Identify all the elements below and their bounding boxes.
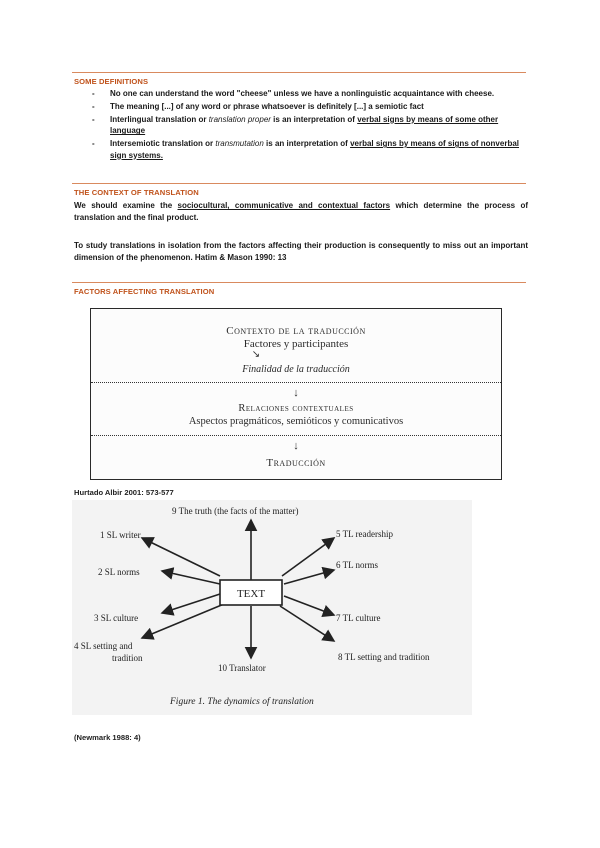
hurtado-caption: Hurtado Albir 2001: 573-577 (74, 488, 174, 497)
diagram-factors-label: Factores y participantes (243, 338, 349, 350)
list-item: - Interlingual translation or translation proper is an interpretation of verbal signs by means of some other language (92, 114, 499, 136)
node-sl-norms: 2 SL norms (98, 567, 140, 577)
diagram-purpose-label: Finalidad de la traducción (242, 364, 350, 375)
list-item: - No one can understand the word "cheese" unless we have a nonlinguistic acquaintance with cheese. (92, 89, 495, 98)
section-title-definitions: SOME DEFINITIONS (74, 77, 149, 86)
section-rule (72, 183, 526, 184)
node-tl-culture: 7 TL culture (336, 613, 381, 623)
node-tl-setting: 8 TL setting and tradition (338, 652, 430, 662)
diagram-aspects-label: Aspectos pragmáticos, semióticos y comunicativos (188, 416, 404, 427)
node-sl-setting: 4 SL setting and (74, 641, 133, 651)
dotted-divider (91, 435, 501, 436)
section-rule (72, 282, 526, 283)
newmark-caption: (Newmark 1988: 4) (74, 733, 141, 742)
diagram-relations-label: Relaciones contextuales (238, 403, 354, 414)
node-sl-writer: 1 SL writer (100, 530, 141, 540)
context-paragraph-1: We should examine the sociocultural, communicative and contextual factors which determine the process of translation and the final product. (74, 201, 528, 223)
down-arrow-icon: ↓ (293, 440, 299, 452)
node-sl-culture: 3 SL culture (94, 613, 139, 623)
node-truth: 9 The truth (the facts of the matter) (172, 506, 299, 516)
hurtado-diagram (90, 308, 502, 480)
section-title-factors: FACTORS AFFECTING TRANSLATION (74, 287, 215, 296)
newmark-diagram (72, 500, 472, 715)
list-item: - The meaning [...] of any word or phrase whatsoever is definitely [...] a semiotic fact (92, 101, 424, 111)
context-paragraph-2: To study translations in isolation from the factors affecting their production is consequently to miss out an important dimension of the phenomenon. Hatim & Mason 1990: 13 (74, 241, 528, 263)
list-item: - Intersemiotic translation or transmutation is an interpretation of verbal signs by means of signs of nonverbal sign systems. (92, 139, 519, 160)
text-box-label: TEXT (236, 588, 266, 600)
node-sl-tradition: tradition (112, 653, 143, 663)
node-tl-readership: 5 TL readership (336, 529, 393, 539)
section-rule (72, 72, 526, 73)
node-tl-norms: 6 TL norms (336, 560, 378, 570)
node-translator: 10 Translator (218, 663, 266, 673)
diagram-translation-label: Traducción (266, 457, 326, 469)
diagram-context-label: Contexto de la traducción (226, 325, 366, 337)
down-arrow-icon: ↓ (293, 387, 299, 399)
section-title-context: THE CONTEXT OF TRANSLATION (74, 188, 199, 197)
figure-caption: Figure 1. The dynamics of translation (170, 697, 314, 707)
definitions-list (74, 88, 528, 162)
diagonal-arrow-icon: ↘ (251, 349, 261, 360)
dotted-divider (91, 382, 501, 383)
